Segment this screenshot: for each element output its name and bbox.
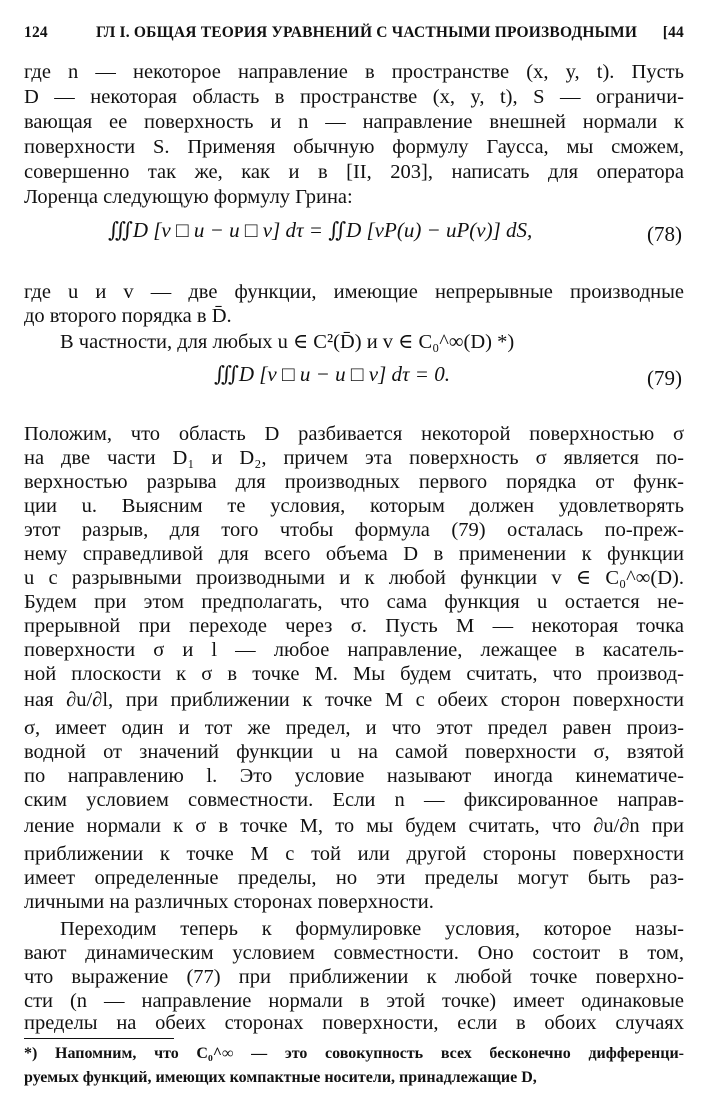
text-line: приближении к точке M с той или другой стороны поверхности (24, 843, 684, 865)
text-line: водной от значений функции u на самой поверхности σ, взятой (24, 741, 684, 763)
text-line: по направлению l. Это условие называют иногда кинематиче- (24, 765, 684, 787)
text-line: ским условием совместности. Если n — фиксированное направ- (24, 789, 684, 811)
text-line: до второго порядка в D̄. (24, 305, 232, 327)
text-line: σ, имеет один и тот же предел, и что этот предел равен произ- (24, 717, 684, 739)
page-number: 124 (24, 24, 48, 41)
formula: ∭D [v □ u − u □ v] dτ = 0. (214, 362, 450, 386)
text-line: Переходим теперь к формулировке условия, которое назы- (60, 918, 684, 940)
text-line: Лоренца следующую формулу Грина: (24, 186, 353, 208)
text-line: где n — некоторое направление в пространстве (x, y, t). Пусть (24, 61, 684, 83)
text-line: ции u. Выясним те условия, которым должен удовлетворять (24, 495, 684, 517)
text-line: имеет определенные пределы, но эти пределы могут быть раз- (24, 867, 684, 889)
text-line: В частности, для любых u ∈ C²(D̄) и v ∈ C₀^∞(D) *) (60, 331, 515, 353)
text-line: ление нормали к σ в точке M, то мы будем считать, что ∂u/∂n при (24, 815, 684, 837)
text-line: что выражение (77) при приближении к любой точке поверхно- (24, 966, 684, 988)
text-line: этот разрыв, для того чтобы формула (79) осталась по-преж- (24, 519, 684, 541)
text-line: нему справедливой для всего объема D в применении к функции (24, 543, 684, 565)
equation-78 (24, 212, 684, 268)
text-line: D — некоторая область в пространстве (x, y, t), S — ограничи- (24, 86, 684, 108)
footnote-line: руемых функций, имеющих компактные носители, принадлежащие D, (24, 1069, 537, 1086)
section-number: [44 (662, 24, 684, 41)
text-line: пределы на обеих сторонах поверхности, если в обоих случаях (24, 1012, 684, 1034)
text-line: где u и v — две функции, имеющие непрерывные производные (24, 281, 684, 303)
footnote-rule (24, 1038, 174, 1039)
text-line: поверхности S. Применяя обычную формулу Гаусса, мы сможем, (24, 136, 684, 158)
text-line: личными на различных сторонах поверхности. (24, 891, 434, 913)
text-line: Положим, что область D разбивается некоторой поверхностью σ (24, 423, 684, 445)
footnote-line: *) Напомним, что C₀^∞ — это совокупность всех бесконечно дифференци- (24, 1045, 684, 1062)
chapter-title: ГЛ I. ОБЩАЯ ТЕОРИЯ УРАВНЕНИЙ С ЧАСТНЫМИ ПРОИЗВОДНЫМИ (96, 24, 638, 41)
running-header (24, 20, 684, 48)
equation-number: (79) (647, 366, 682, 390)
text-line: вают динамическим условием совместности. Оно состоит в том, (24, 942, 684, 964)
text-line: сти (n — направление нормали в этой точке) имеет одинаковые (24, 990, 684, 1012)
formula: ∭D [v □ u − u □ v] dτ = ∬D [vP(u) − uP(v)] dS, (108, 218, 533, 242)
text-line: ная ∂u/∂l, при приближении к точке M с обеих сторон поверхности (24, 689, 684, 711)
equation-number: (78) (647, 222, 682, 246)
text-line: на две части D₁ и D₂, причем эта поверхность σ является по- (24, 447, 684, 469)
text-line: совершенно так же, как и в [II, 203], написать для оператора (24, 161, 684, 183)
text-line: ной плоскости к σ в точке M. Мы будем считать, что производ- (24, 663, 684, 685)
text-line: вающая ее поверхность и n — направление внешней нормали к (24, 111, 684, 133)
text-line: u с разрывными производными и к любой функции v ∈ C₀^∞(D). (24, 567, 684, 589)
text-line: прерывной при переходе через σ. Пусть M — некоторая точка (24, 615, 684, 637)
text-line: верхностью разрыва для производных первого порядка от функ- (24, 471, 684, 493)
text-line: поверхности σ и l — любое направление, лежащее в касатель- (24, 639, 684, 661)
equation-79 (24, 356, 684, 412)
text-line: Будем при этом предполагать, что сама функция u остается не- (24, 591, 684, 613)
